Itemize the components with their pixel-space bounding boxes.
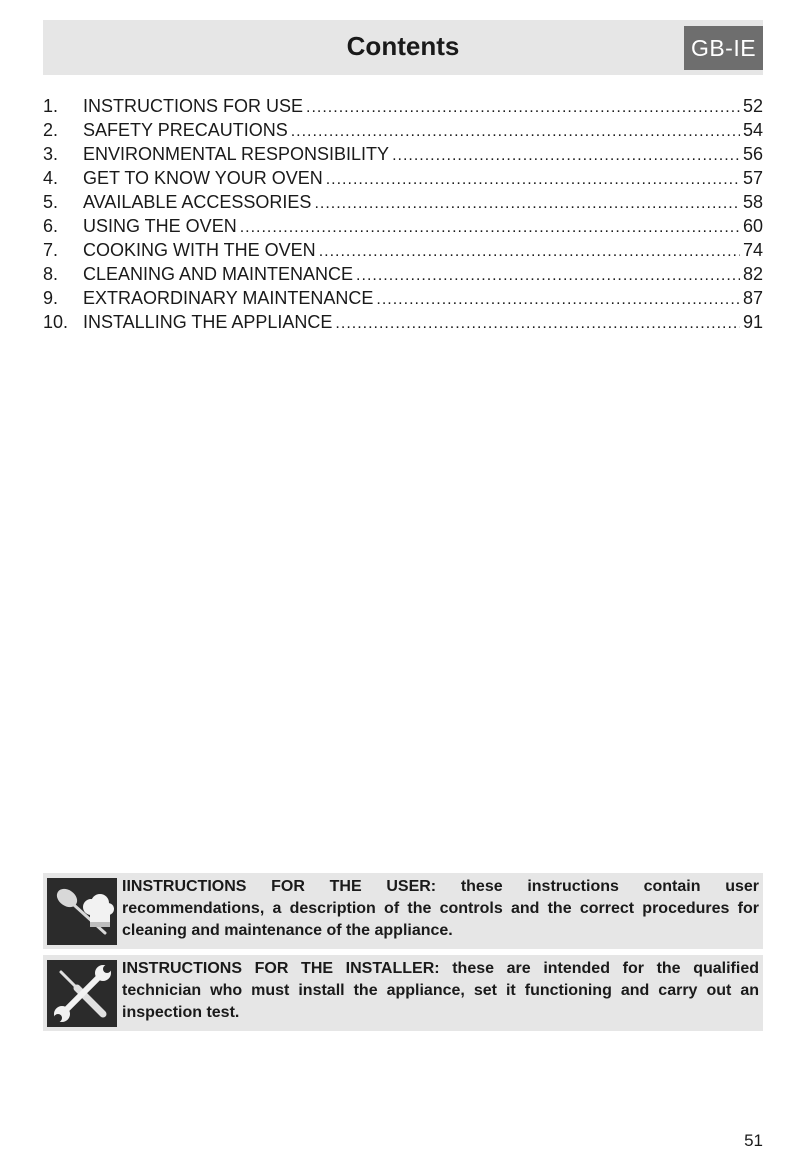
toc-entry-title: SAFETY PRECAUTIONS xyxy=(83,120,288,140)
toc-entry-title: CLEANING AND MAINTENANCE xyxy=(83,264,354,284)
toc-entry-page: 57 xyxy=(742,168,763,188)
toc-entry[interactable] xyxy=(43,310,763,334)
toc-entry-number: 3. xyxy=(43,144,59,164)
user-instructions-note xyxy=(43,873,763,949)
wrench-screwdriver-icon xyxy=(47,960,117,1027)
toc-entry-page: 60 xyxy=(742,216,763,236)
toc-entry[interactable] xyxy=(43,238,763,262)
toc-entry[interactable] xyxy=(43,142,763,166)
table-of-contents xyxy=(43,94,763,334)
toc-entry-title: USING THE OVEN xyxy=(83,216,237,236)
toc-entry-number: 1. xyxy=(43,96,59,116)
toc-leader-dots xyxy=(376,288,740,312)
toc-leader-dots xyxy=(240,216,740,240)
toc-leader-dots xyxy=(306,96,740,120)
toc-leader-dots xyxy=(335,312,740,336)
toc-leader-dots xyxy=(319,240,740,264)
toc-leader-dots xyxy=(291,120,740,144)
toc-entry-title: GET TO KNOW YOUR OVEN xyxy=(83,168,323,188)
toc-entry[interactable] xyxy=(43,286,763,310)
toc-leader-dots xyxy=(356,264,740,288)
toc-entry-number: 2. xyxy=(43,120,59,140)
toc-entry-page: 87 xyxy=(742,288,763,308)
toc-entry[interactable] xyxy=(43,118,763,142)
toc-entry-title: AVAILABLE ACCESSORIES xyxy=(83,192,312,212)
toc-entry-title: INSTRUCTIONS FOR USE xyxy=(83,96,304,116)
toc-entry-number: 6. xyxy=(43,216,59,236)
page-title: Contents xyxy=(346,31,460,61)
toc-leader-dots xyxy=(326,168,740,192)
page-number: 51 xyxy=(744,1131,763,1150)
toc-entry-page: 74 xyxy=(742,240,763,260)
toc-entry-title: INSTALLING THE APPLIANCE xyxy=(83,312,333,332)
toc-entry[interactable] xyxy=(43,214,763,238)
installer-instructions-note xyxy=(43,955,763,1031)
toc-entry-page: 58 xyxy=(742,192,763,212)
toc-entry-page: 52 xyxy=(742,96,763,116)
toc-entry-page: 56 xyxy=(742,144,763,164)
toc-leader-dots xyxy=(314,192,740,216)
toc-entry-title: COOKING WITH THE OVEN xyxy=(83,240,316,260)
toc-entry[interactable] xyxy=(43,94,763,118)
chef-hat-spoon-icon xyxy=(47,878,117,945)
toc-entry-number: 8. xyxy=(43,264,59,284)
language-badge: GB-IE xyxy=(684,26,763,70)
toc-entry-page: 82 xyxy=(742,264,763,284)
toc-entry-number: 9. xyxy=(43,288,59,308)
contents-header xyxy=(43,20,763,75)
installer-instructions-text: INSTRUCTIONS FOR THE INSTALLER: these are intended for the qualified technician who must install the appliance, set it functioning and carry out an inspection test. xyxy=(122,960,759,1021)
toc-entry-page: 91 xyxy=(742,312,763,332)
toc-entry-title: EXTRAORDINARY MAINTENANCE xyxy=(83,288,374,308)
toc-entry[interactable] xyxy=(43,262,763,286)
user-instructions-text: IINSTRUCTIONS FOR THE USER: these instructions contain user recommendations, a description of the controls and the correct procedures for cleaning and maintenance of the appliance. xyxy=(122,878,759,939)
toc-entry-number: 10. xyxy=(43,312,69,332)
toc-entry-number: 7. xyxy=(43,240,59,260)
toc-entry[interactable] xyxy=(43,166,763,190)
toc-entry[interactable] xyxy=(43,190,763,214)
toc-entry-number: 5. xyxy=(43,192,59,212)
toc-entry-page: 54 xyxy=(742,120,763,140)
toc-leader-dots xyxy=(392,144,740,168)
toc-entry-title: ENVIRONMENTAL RESPONSIBILITY xyxy=(83,144,390,164)
toc-entry-number: 4. xyxy=(43,168,59,188)
